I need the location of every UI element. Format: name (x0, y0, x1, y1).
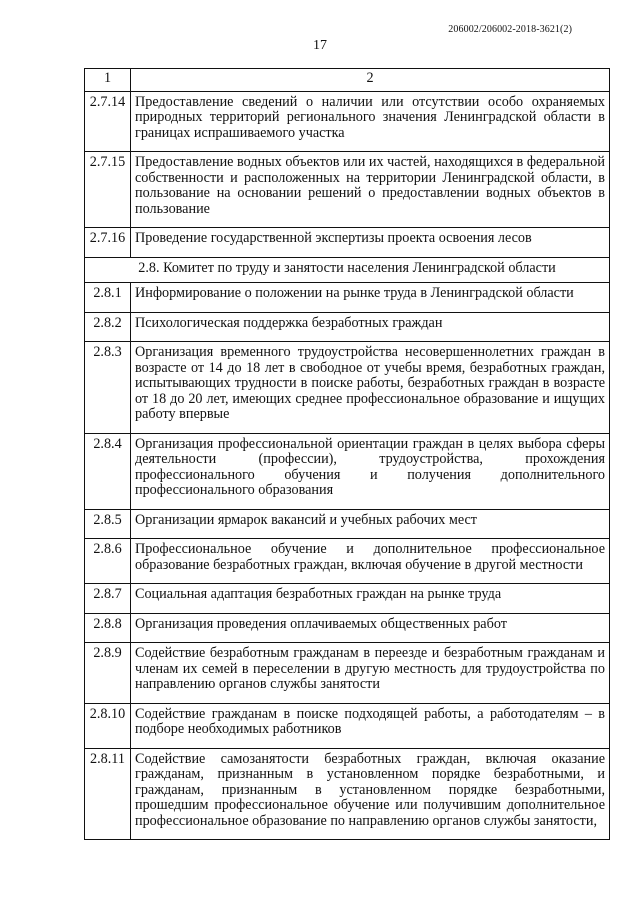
services-table (84, 68, 610, 840)
item-number: 2.8.4 (85, 433, 131, 509)
page-number: 17 (313, 38, 327, 53)
table-row (85, 283, 610, 313)
item-number: 2.8.11 (85, 748, 131, 840)
table-row (85, 584, 610, 614)
table-header-row (85, 69, 610, 92)
table-row (85, 643, 610, 704)
item-number: 2.8.6 (85, 539, 131, 584)
section-heading: 2.8. Комитет по труду и занятости населения Ленинградской области (85, 257, 610, 283)
table-row (85, 509, 610, 539)
column-header-name: 2 (131, 69, 610, 92)
item-description: Психологическая поддержка безработных граждан (131, 312, 610, 342)
table-row (85, 342, 610, 434)
item-number: 2.7.16 (85, 228, 131, 258)
table-row (85, 152, 610, 228)
item-description: Организация профессиональной ориентации граждан в целях выбора сферы деятельности (профессии), трудоустройства, прохождения профессионального обучения и получения дополнительного профессионального образования (131, 433, 610, 509)
item-description: Информирование о положении на рынке труда в Ленинградской области (131, 283, 610, 313)
item-description: Содействие гражданам в поиске подходящей работы, а работодателям – в подборе необходимых работников (131, 703, 610, 748)
table-row (85, 228, 610, 258)
item-number: 2.8.8 (85, 613, 131, 643)
table-row (85, 539, 610, 584)
table-row (85, 748, 610, 840)
section-heading-row (85, 257, 610, 283)
item-description: Социальная адаптация безработных граждан на рынке труда (131, 584, 610, 614)
table-row (85, 312, 610, 342)
table-row (85, 433, 610, 509)
item-number: 2.7.15 (85, 152, 131, 228)
item-description: Содействие самозанятости безработных граждан, включая оказание гражданам, признанным в установленном порядке безработными, и гражданам, признанным в установленном порядке безработными, прошедшим профессиональное обучение или получившим дополнительное профессиональное образование по направлению органов службы занятости, (131, 748, 610, 840)
item-number: 2.7.14 (85, 91, 131, 152)
item-description: Предоставление водных объектов или их частей, находящихся в федеральной собственности и расположенных на территории Ленинградской области, в пользование на основании решений о предоставлении водных объектов в пользование (131, 152, 610, 228)
item-description: Проведение государственной экспертизы проекта освоения лесов (131, 228, 610, 258)
item-number: 2.8.5 (85, 509, 131, 539)
item-description: Организация временного трудоустройства несовершеннолетних граждан в возрасте от 14 до 18 лет в свободное от учебы время, безработных граждан, испытывающих трудности в поиске работы, безработных граждан в возрасте от 18 до 20 лет, имеющих среднее профессиональное образование и ищущих работу впервые (131, 342, 610, 434)
item-number: 2.8.7 (85, 584, 131, 614)
item-description: Организации ярмарок вакансий и учебных рабочих мест (131, 509, 610, 539)
item-description: Предоставление сведений о наличии или отсутствии особо охраняемых природных территорий регионального значения Ленинградской области в границах испрашиваемого участка (131, 91, 610, 152)
item-number: 2.8.3 (85, 342, 131, 434)
item-description: Содействие безработным гражданам в переезде и безработным гражданам и членам их семей в переселении в другую местность для трудоустройства по направлению органов службы занятости (131, 643, 610, 704)
item-number: 2.8.2 (85, 312, 131, 342)
item-description: Организация проведения оплачиваемых общественных работ (131, 613, 610, 643)
item-number: 2.8.10 (85, 703, 131, 748)
document-id: 206002/206002-2018-3621(2) (448, 24, 572, 35)
item-number: 2.8.1 (85, 283, 131, 313)
item-number: 2.8.9 (85, 643, 131, 704)
table-row (85, 703, 610, 748)
item-description: Профессиональное обучение и дополнительное профессиональное образование безработных граждан, включая обучение в другой местности (131, 539, 610, 584)
column-header-number: 1 (85, 69, 131, 92)
table-row (85, 613, 610, 643)
table-row (85, 91, 610, 152)
